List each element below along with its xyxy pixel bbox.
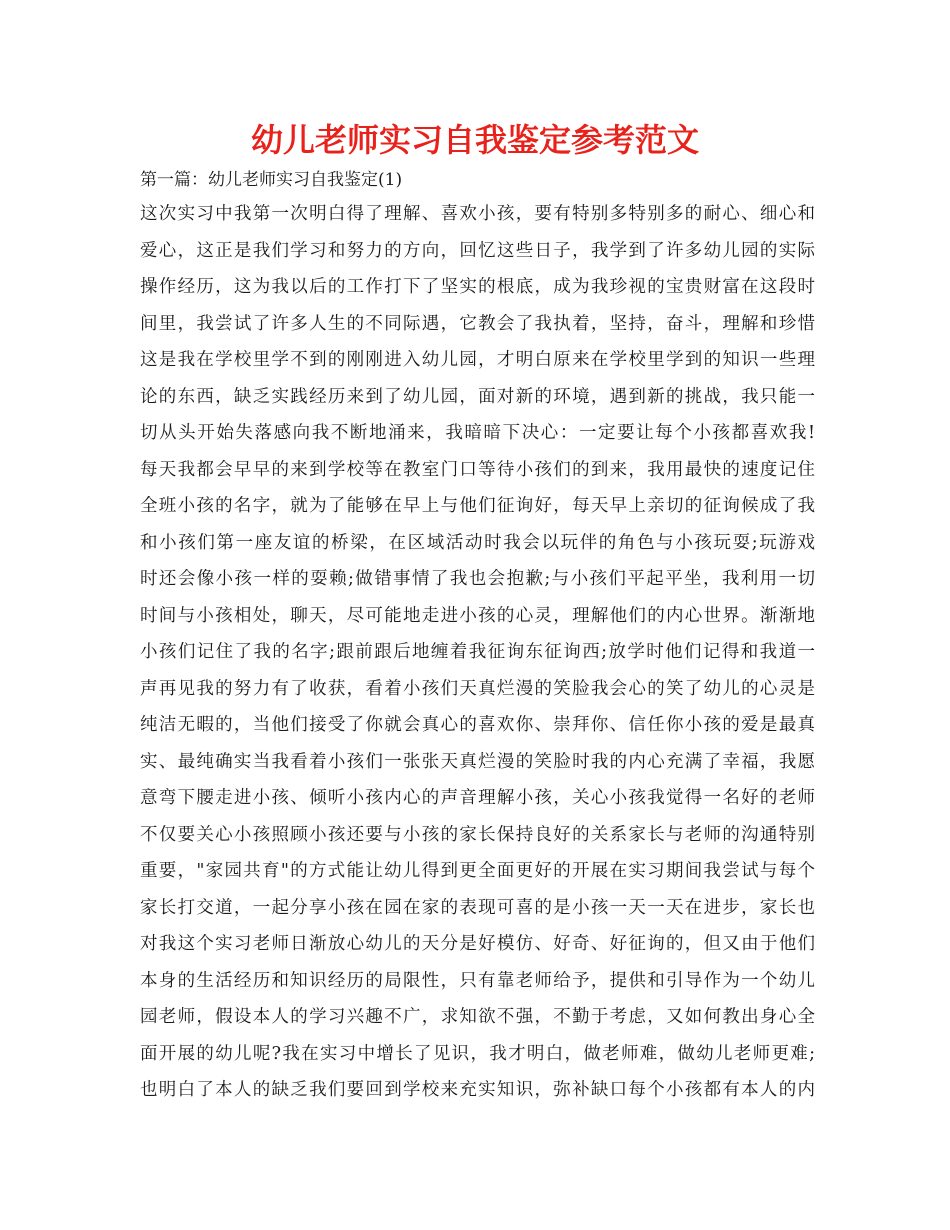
text-line: 时还会像小孩一样的耍赖;做错事情了我也会抱歉;与小孩们平起平坐，我利用一切: [140, 569, 815, 589]
text-line: 每天我都会早早的来到学校等在教室门口等待小孩们的到来，我用最快的速度记住: [140, 459, 815, 480]
text-line: 面开展的幼儿呢?我在实习中增长了见识，我才明白，做老师难，做幼儿老师更难;: [140, 1043, 815, 1064]
text-line: 全班小孩的名字，就为了能够在早上与他们征询好，每天早上亲切的征询候成了我: [140, 496, 815, 516]
text-line: 园老师，假设本人的学习兴趣不广，求知欲不强，不勤于考虑，又如何教出身心全: [140, 1007, 815, 1027]
text-line: 切从头开始失落感向我不断地涌来，我暗暗下决心：一定要让每个小孩都喜欢我!: [140, 423, 815, 443]
text-line: 操作经历，这为我以后的工作打下了坚实的根底，成为我珍视的宝贵财富在这段时: [140, 277, 815, 297]
text-line: 这是我在学校里学不到的刚刚进入幼儿园，才明白原来在学校里学到的知识一些理: [140, 350, 815, 370]
text-line: 这次实习中我第一次明白得了理解、喜欢小孩，要有特别多特别多的耐心、细心和: [140, 204, 815, 224]
text-line: 意弯下腰走进小孩、倾听小孩内心的声音理解小孩，关心小孩我觉得一名好的老师: [140, 788, 815, 808]
text-line: 对我这个实习老师日渐放心幼儿的天分是好模仿、好奇、好征询的，但又由于他们: [140, 934, 815, 954]
text-line: 论的东西，缺乏实践经历来到了幼儿园，面对新的环境，遇到新的挑战，我只能一: [140, 386, 815, 407]
section-heading: 第一篇：幼儿老师实习自我鉴定(1): [140, 170, 403, 190]
text-line: 本身的生活经历和知识经历的局限性，只有靠老师给予，提供和引导作为一个幼儿: [140, 970, 815, 991]
text-line: 小孩们记住了我的名字;跟前跟后地缠着我征询东征询西;放学时他们记得和我道一: [140, 642, 815, 662]
text-line: 实、最纯确实当我看着小孩们一张张天真烂漫的笑脸时我的内心充满了幸福，我愿: [140, 751, 815, 772]
text-line: 和小孩们第一座友谊的桥梁，在区域活动时我会以玩伴的角色与小孩玩耍;玩游戏: [140, 532, 815, 553]
document-title: 幼儿老师实习自我鉴定参考范文: [250, 121, 699, 159]
text-line: 家长打交道，一起分享小孩在园在家的表现可喜的是小孩一天一天在进步，家长也: [140, 897, 815, 918]
text-line: 间里，我尝试了许多人生的不同际遇，它教会了我执着，坚持，奋斗，理解和珍惜: [140, 313, 815, 334]
text-line: 爱心，这正是我们学习和努力的方向，回忆这些日子，我学到了许多幼儿园的实际: [140, 240, 815, 261]
text-line: 不仅要关心小孩照顾小孩还要与小孩的家长保持良好的关系家长与老师的沟通特别: [140, 824, 815, 845]
body-text: [140, 196, 815, 1109]
text-line: 纯洁无暇的，当他们接受了你就会真心的喜欢你、崇拜你、信任你小孩的爱是最真: [140, 715, 815, 735]
text-line: 声再见我的努力有了收获，看着小孩们天真烂漫的笑脸我会心的笑了幼儿的心灵是: [140, 678, 815, 699]
text-line: 时间与小孩相处，聊天，尽可能地走进小孩的心灵，理解他们的内心世界。渐渐地: [140, 605, 815, 626]
text-line: 重要，"家园共育"的方式能让幼儿得到更全面更好的开展在实习期间我尝试与每个: [140, 861, 815, 881]
text-line: 也明白了本人的缺乏我们要回到学校来充实知识，弥补缺口每个小孩都有本人的内: [140, 1080, 815, 1100]
